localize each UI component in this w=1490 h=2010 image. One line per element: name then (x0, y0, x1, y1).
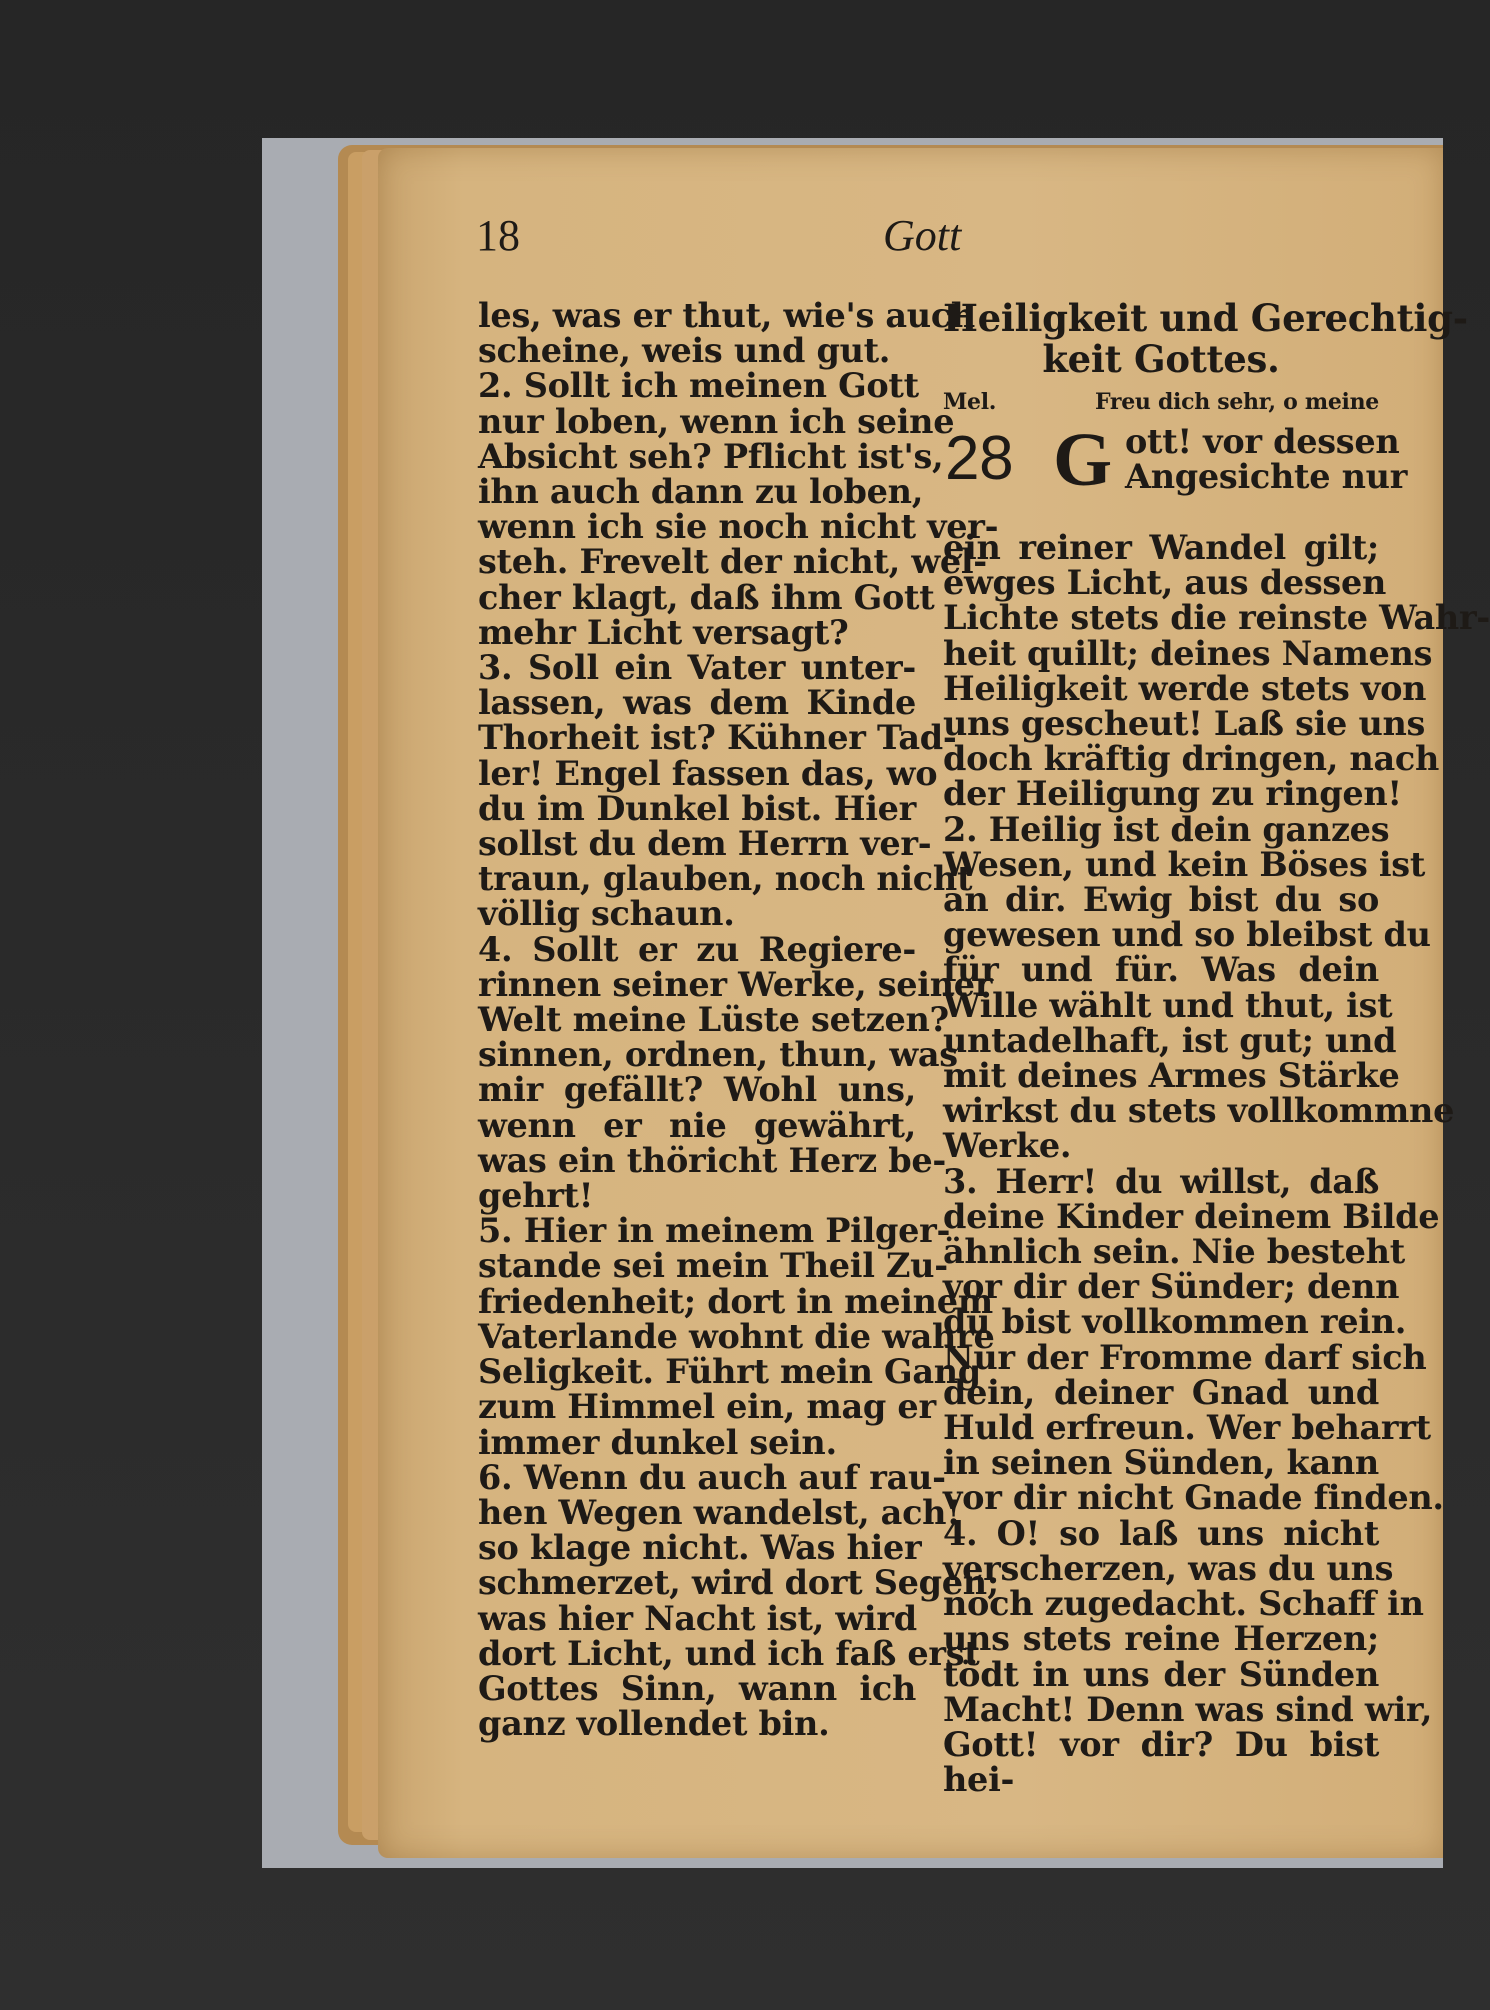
text-line: verscherzen, was du uns (943, 1548, 1394, 1588)
right-column (943, 296, 1490, 1800)
text-line: ein reiner Wandel gilt; (943, 528, 1379, 567)
text-line: so klage nicht. Was hier (478, 1528, 922, 1568)
text-line: gehrt! (478, 1176, 594, 1216)
text-line: ewges Licht, aus dessen (943, 563, 1387, 603)
text-line: Macht! Denn was sind wir, (943, 1689, 1433, 1729)
text-line: nur loben, wenn ich seine (478, 401, 955, 441)
text-line: 6. Wenn du auch auf rau- (478, 1457, 946, 1497)
page-number: 18 (476, 211, 520, 260)
running-title: Gott (883, 211, 962, 260)
text-line: du im Dunkel bist. Hier (478, 788, 916, 828)
hymn-opening (943, 418, 1408, 530)
text-line: ihn auch dann zu loben, (478, 472, 924, 512)
text-line: der Heiligung zu ringen! (943, 774, 1402, 814)
text-line: deine Kinder deinem Bilde (943, 1196, 1440, 1236)
text-line: Absicht seh? Pflicht ist's, (478, 436, 944, 476)
text-line: was ein thöricht Herz be- (478, 1140, 947, 1180)
text-line: Werke. (943, 1126, 1072, 1166)
text-line: Lichte stets die reinste Wahr- (943, 598, 1490, 638)
hymn-text-line: ott! vor dessen (1125, 422, 1400, 461)
text-line: hei- (943, 1760, 1015, 1800)
text-line: ler! Engel fassen das, wo (478, 753, 938, 793)
text-line: doch kräftig dringen, nach (943, 739, 1440, 779)
text-line: sinnen, ordnen, thun, was (478, 1035, 958, 1075)
text-line: Seligkeit. Führt mein Gang (478, 1352, 981, 1392)
text-line: vor dir nicht Gnade finden. (943, 1478, 1444, 1518)
text-line: Gott! vor dir? Du bist (943, 1724, 1379, 1764)
text-line: wenn ich sie noch nicht ver- (478, 507, 999, 547)
text-line: Welt meine Lüste setzen? (478, 1000, 949, 1040)
text-line: cher klagt, daß ihm Gott (478, 577, 935, 617)
text-line: vor dir der Sünder; denn (943, 1267, 1400, 1307)
melody-note (943, 388, 1379, 416)
text-line: friedenheit; dort in meinem (478, 1281, 993, 1321)
text-line: schmerzet, wird dort Segen; (478, 1563, 999, 1603)
text-line: Vaterlande wohnt die wahre (478, 1316, 995, 1356)
text-line: in seinen Sünden, kann (943, 1443, 1379, 1483)
text-line: du bist vollkommen rein. (943, 1302, 1407, 1342)
text-line: mir gefällt? Wohl uns, (478, 1070, 916, 1110)
text-line: völlig schaun. (478, 894, 735, 934)
text-line: heit quillt; deines Namens (943, 633, 1433, 673)
text-line: Thorheit ist? Kühner Tad- (478, 718, 957, 758)
text-line: steh. Frevelt der nicht, wel- (478, 542, 987, 582)
text-line: zum Himmel ein, mag er (478, 1387, 936, 1427)
text-line: hen Wegen wandelst, ach! (478, 1492, 961, 1532)
text-line: sollst du dem Herrn ver- (478, 824, 932, 864)
text-line: Wesen, und kein Böses ist (943, 844, 1426, 884)
hymn-heading-line-2: keit Gottes. (1042, 337, 1280, 381)
text-line: Wille wählt und thut, ist (943, 985, 1393, 1025)
text-line: traun, glauben, noch nicht (478, 859, 973, 899)
text-line: ähnlich sein. Nie besteht (943, 1232, 1405, 1272)
text-line: les, was er thut, wie's auch (478, 296, 975, 335)
text-line: was hier Nacht ist, wird (478, 1598, 917, 1638)
text-line: dort Licht, und ich faß erst (478, 1633, 980, 1673)
text-line: ganz vollendet bin. (478, 1704, 830, 1744)
text-line: mit deines Armes Stärke (943, 1056, 1400, 1096)
text-line: für und für. Was dein (943, 950, 1379, 990)
text-line: tödt in uns der Sünden (943, 1654, 1379, 1694)
text-line: uns stets reine Herzen; (943, 1619, 1379, 1659)
text-line: wirkst du stets vollkommne (943, 1091, 1455, 1131)
text-line: 5. Hier in meinem Pilger- (478, 1211, 951, 1251)
text-line: an dir. Ewig bist du so (943, 880, 1379, 920)
hymn-body (943, 528, 1490, 1800)
text-line: Heiligkeit werde stets von (943, 668, 1427, 708)
melody-text: Freu dich sehr, o meine (1094, 389, 1379, 415)
text-line: 2. Sollt ich meinen Gott (478, 366, 919, 406)
book-page (378, 148, 1490, 1858)
text-line: wenn er nie gewährt, (478, 1105, 916, 1145)
text-line: uns gescheut! Laß sie uns (943, 704, 1426, 744)
text-line: 3. Soll ein Vater unter- (478, 648, 916, 688)
text-line: immer dunkel sein. (478, 1422, 837, 1462)
text-line: Huld erfreun. Wer beharrt (943, 1408, 1431, 1448)
text-line: dein, deiner Gnad und (943, 1372, 1379, 1412)
drop-cap-letter: G (1053, 418, 1112, 502)
text-line: Gottes Sinn, wann ich (478, 1668, 916, 1708)
text-line: untadelhaft, ist gut; und (943, 1020, 1397, 1060)
text-line: rinnen seiner Werke, seiner (478, 964, 993, 1004)
text-line: lassen, was dem Kinde (478, 683, 916, 723)
text-line: 2. Heilig ist dein ganzes (943, 809, 1390, 849)
hymn-number: 28 (945, 424, 1014, 493)
text-line: 3. Herr! du willst, daß (943, 1161, 1379, 1201)
text-line: noch zugedacht. Schaff in (943, 1584, 1424, 1624)
hymn-heading-line-1: Heiligkeit und Gerechtig- (943, 296, 1468, 340)
text-line: scheine, weis und gut. (478, 331, 891, 371)
text-line: gewesen und so bleibst du (943, 915, 1431, 955)
text-line: Nur der Fromme darf sich (943, 1337, 1427, 1377)
text-line: 4. O! so laß uns nicht (943, 1513, 1379, 1553)
text-line: mehr Licht versagt? (478, 612, 849, 652)
hymn-text-line: Angesichte nur (1125, 457, 1408, 496)
melody-prefix: Mel. (943, 389, 997, 415)
text-line: stande sei mein Theil Zu- (478, 1246, 948, 1286)
text-line: 4. Sollt er zu Regiere- (478, 929, 916, 969)
